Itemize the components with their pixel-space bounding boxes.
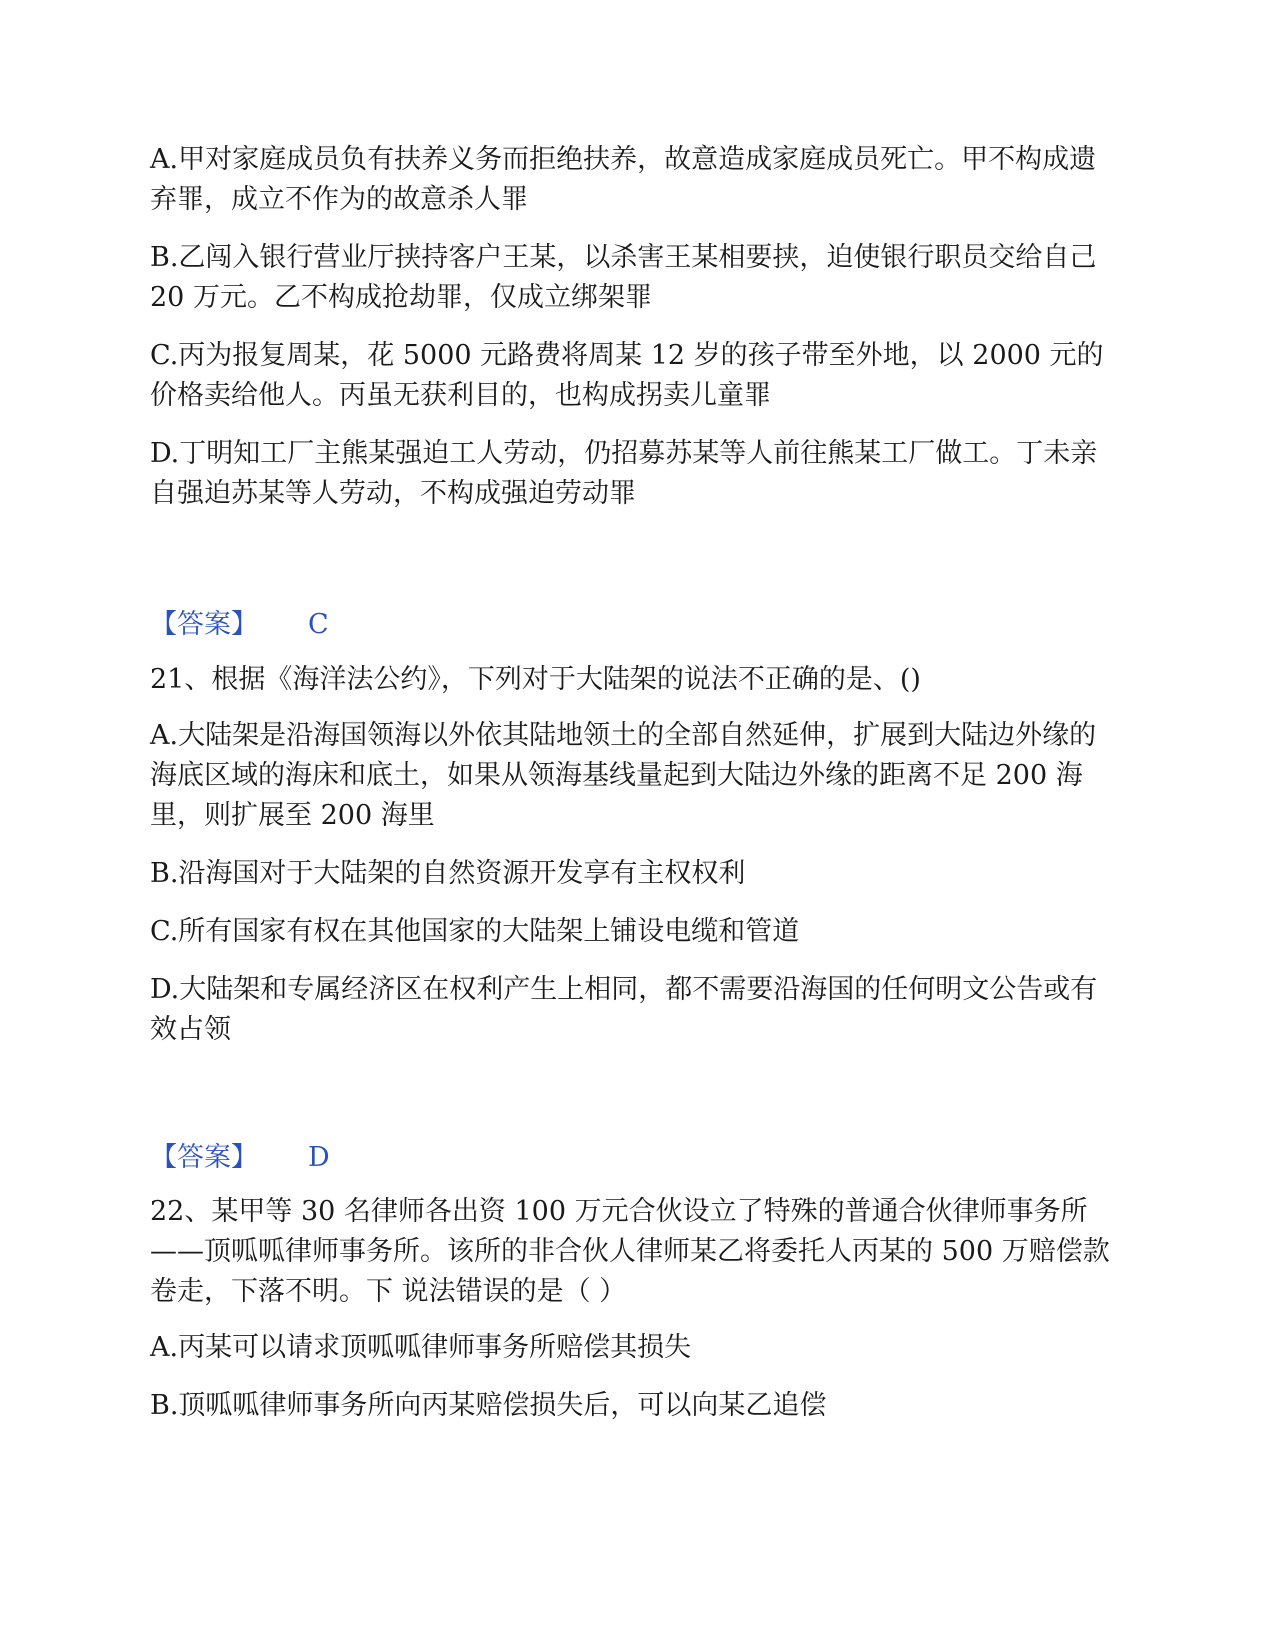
option-a: A.大陆架是沿海国领海以外依其陆地领土的全部自然延伸，扩展到大陆边外缘的海底区域的海床和底土，如果从领海基线量起到大陆边外缘的距离不足 200 海里，则扩展至 200 海里 <box>150 720 1097 831</box>
option-a: A.丙某可以请求顶呱呱律师事务所赔偿其损失 <box>150 1332 692 1363</box>
question-21 <box>150 660 1110 1068</box>
question-text: 22、某甲等 30 名律师各出资 100 万元合伙设立了特殊的普通合伙律师事务所——顶呱呱律师事务所。该所的非合伙人律师某乙将委托人丙某的 500 万赔偿款卷走，下落不明。下 说法错误的是（ ） <box>150 1196 1110 1307</box>
option-b: B.沿海国对于大陆架的自然资源开发享有主权权利 <box>150 858 746 889</box>
answer-value: C <box>308 609 329 640</box>
answer-value: D <box>308 1142 330 1173</box>
option-d: D.丁明知工厂主熊某强迫工人劳动，仍招募苏某等人前往熊某工厂做工。丁未亲自强迫苏某等人劳动，不构成强迫劳动罪 <box>150 438 1098 509</box>
answer-line <box>150 1138 330 1178</box>
option-b: B.顶呱呱律师事务所向丙某赔偿损失后，可以向某乙追偿 <box>150 1390 827 1421</box>
question-22 <box>150 1192 1110 1444</box>
option-a: A.甲对家庭成员负有扶养义务而拒绝扶养，故意造成家庭成员死亡。甲不构成遗弃罪，成立不作为的故意杀人罪 <box>150 144 1097 215</box>
option-c: C.丙为报复周某，花 5000 元路费将周某 12 岁的孩子带至外地，以 2000 元的价格卖给他人。丙虽无获利目的，也构成拐卖儿童罪 <box>150 340 1104 411</box>
option-c: C.所有国家有权在其他国家的大陆架上铺设电缆和管道 <box>150 916 800 947</box>
option-b: B.乙闯入银行营业厅挟持客户王某，以杀害王某相要挟，迫使银行职员交给自己 20 万元。乙不构成抢劫罪，仅成立绑架罪 <box>150 242 1097 313</box>
answer-label: 【答案】 <box>150 609 258 640</box>
question-20-options <box>150 140 1110 532</box>
answer-label: 【答案】 <box>150 1142 258 1173</box>
answer-line <box>150 605 329 645</box>
question-text: 21、根据《海洋法公约》，下列对于大陆架的说法不正确的是、() <box>150 664 921 695</box>
option-d: D.大陆架和专属经济区在权利产生上相同，都不需要沿海国的任何明文公告或有效占领 <box>150 974 1098 1045</box>
